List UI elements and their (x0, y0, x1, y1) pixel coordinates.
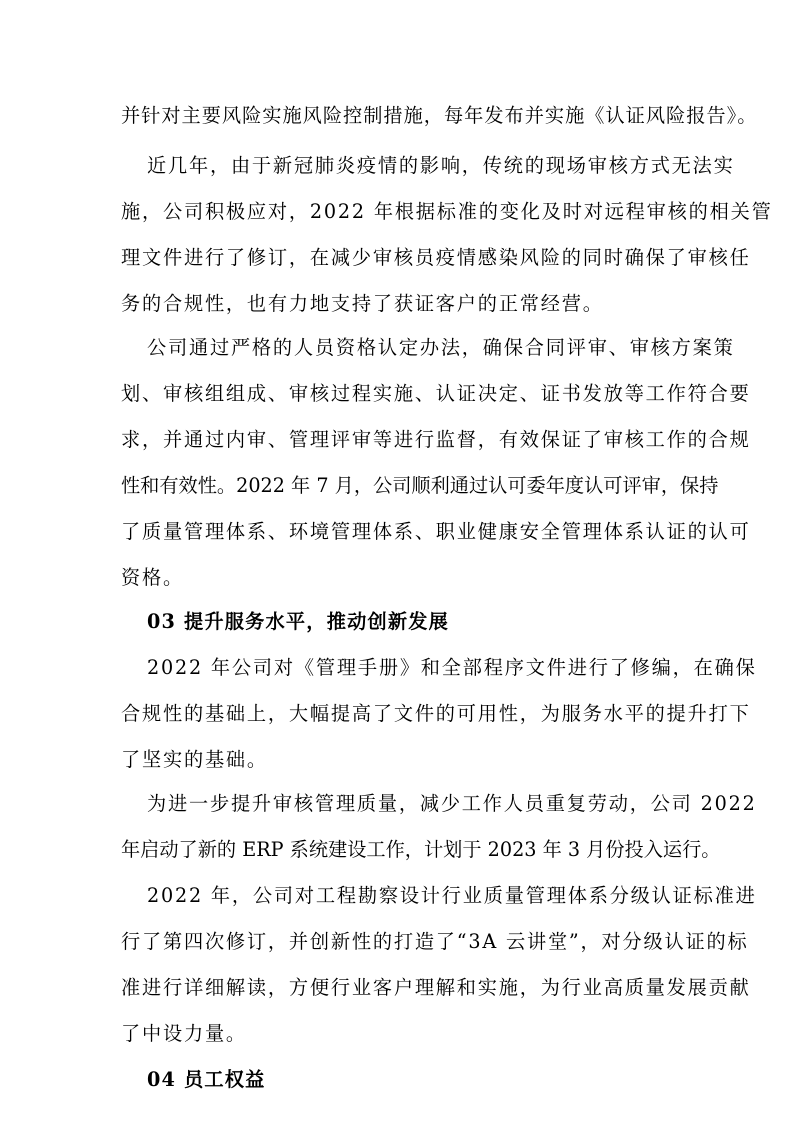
paragraph-line: 并针对主要风险实施风险控制措施，每年发布并实施《认证风险报告》。 (121, 104, 758, 127)
paragraph-line: 求，并通过内审、管理评审等进行监督，有效保证了审核工作的合规 (121, 428, 751, 451)
paragraph-line: 了坚实的基础。 (121, 748, 268, 771)
section-heading: 03 提升服务水平，推动创新发展 (147, 610, 450, 633)
paragraph-line: 合规性的基础上，大幅提高了文件的可用性，为服务水平的提升打下 (121, 702, 751, 725)
paragraph-line: 性和有效性。2022 年 7 月，公司顺利通过认可委年度认可评审，保持 (121, 474, 719, 497)
paragraph-line: 施，公司积极应对，2022 年根据标准的变化及时对远程审核的相关管 (121, 200, 773, 223)
paragraph-line: 划、审核组组成、审核过程实施、认证决定、证书发放等工作符合要 (121, 382, 751, 405)
paragraph-line: 2022 年，公司对工程勘察设计行业质量管理体系分级认证标准进 (147, 884, 757, 907)
paragraph-line: 为进一步提升审核管理质量，减少工作人员重复劳动，公司 2022 (147, 792, 757, 815)
paragraph-line: 了中设力量。 (121, 1022, 247, 1045)
paragraph-line: 近几年，由于新冠肺炎疫情的影响，传统的现场审核方式无法实 (147, 154, 735, 177)
paragraph-line: 理文件进行了修订，在减少审核员疫情感染风险的同时确保了审核任 (121, 246, 751, 269)
paragraph-line: 务的合规性，也有力地支持了获证客户的正常经营。 (121, 292, 604, 315)
paragraph-line: 准进行详细解读，方便行业客户理解和实施，为行业高质量发展贡献 (121, 976, 751, 999)
paragraph-line: 年启动了新的 ERP 系统建设工作，计划于 2023 年 3 月份投入运行。 (121, 838, 721, 861)
paragraph-line: 了质量管理体系、环境管理体系、职业健康安全管理体系认证的认可 (121, 520, 751, 543)
section-heading: 04 员工权益 (147, 1068, 266, 1091)
paragraph-line: 2022 年公司对《管理手册》和全部程序文件进行了修编，在确保 (147, 656, 757, 679)
paragraph-line: 行了第四次修订，并创新性的打造了“3A 云讲堂”，对分级认证的标 (121, 930, 749, 953)
paragraph-line: 公司通过严格的人员资格认定办法，确保合同评审、审核方案策 (147, 336, 735, 359)
paragraph-line: 资格。 (121, 566, 184, 589)
